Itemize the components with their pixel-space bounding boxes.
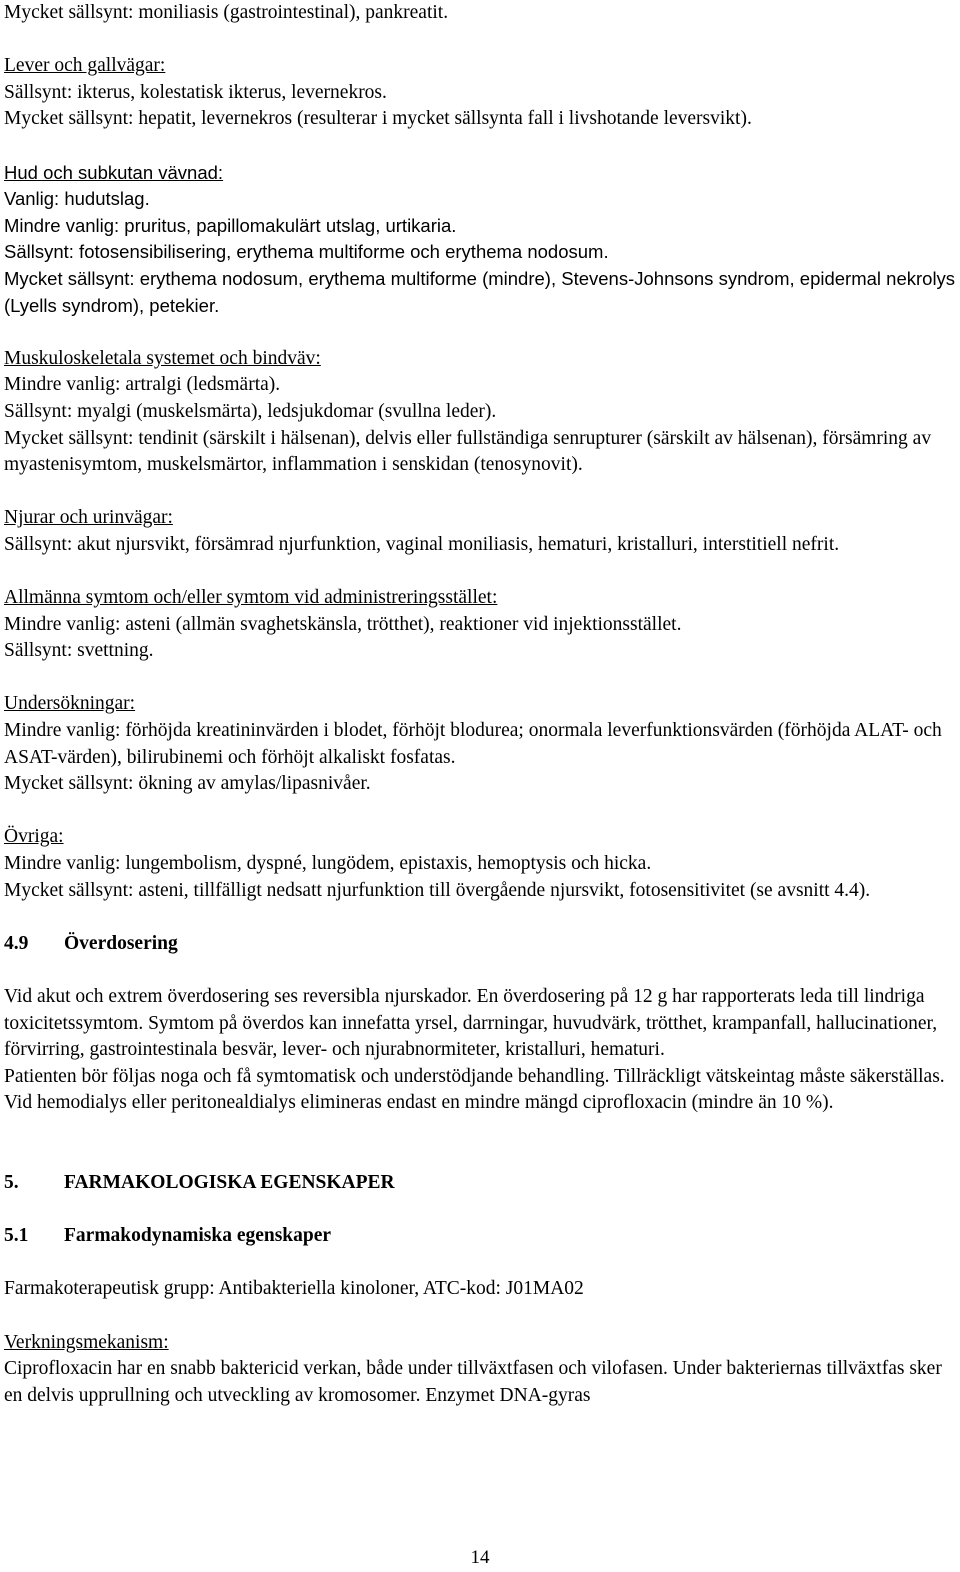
overdose-paragraph-1: Vid akut och extrem överdosering ses reversibla njurskador. En överdosering på 12 g har rapporterats leda till lindriga toxicitetssymtom. Symtom på överdos kan innefatta yrsel, darrningar, huvudvärk, trötthet, krampanfall, hallucinationer, förvirring, gastrointestinala besvär, lever- och njurabnormiteter, kristalluri, hematuri. [4,985,938,1061]
section-number: 4.9 [4,932,29,954]
section-heading: Undersökningar: [4,693,136,715]
section-title: Farmakodynamiska egenskaper [64,1225,332,1247]
section-number: 5. [4,1171,19,1193]
section-number: 5.1 [4,1225,29,1247]
section-line: Mindre vanlig: pruritus, papillomakulärt utslag, urtikaria. [4,214,457,236]
section-heading: Allmänna symtom och/eller symtom vid administreringsstället: [4,587,498,609]
section-title: FARMAKOLOGISKA EGENSKAPER [64,1171,395,1193]
mechanism-text: Ciprofloxacin har en snabb baktericid verkan, både under tillväxtfasen och vilofasen. Under bakteriernas tillväxtfas sker en delvis upprullning och utveckling av kromosomer. Enzymet DNA-gyras [4,1358,942,1406]
page-number: 14 [470,1547,490,1568]
section-liver [4,53,956,133]
section-line: Sällsynt: akut njursvikt, försämrad njurfunktion, vaginal moniliasis, hematuri, kristalluri, interstitiell nefrit. [4,533,840,555]
section-line: Mycket sällsynt: asteni, tillfälligt nedsatt njurfunktion till övergående njursvikt, fotosensitivitet (se avsnitt 4.4). [4,879,871,901]
section-line: Sällsynt: fotosensibilisering, erythema multiforme och erythema nodosum. [4,241,609,263]
section-pharmacodynamics-title [4,1223,956,1250]
section-line: Mindre vanlig: artralgi (ledsmärta). [4,374,281,396]
section-line: Mycket sällsynt: hepatit, levernekros (resulterar i mycket sällsynta fall i livshotande leversvikt). [4,108,752,130]
section-line: Mindre vanlig: lungembolism, dyspné, lungödem, epistaxis, hemoptysis och hicka. [4,853,652,874]
section-heading: Hud och subkutan vävnad: [4,161,224,183]
section-overdose-title [4,931,956,958]
section-skin [4,160,956,320]
section-heading: Verkningsmekanism: [4,1331,169,1353]
section-heading: Övriga: [4,826,64,848]
section-investigations [4,691,956,797]
section-line: Vanlig: hudutslag. [4,188,150,210]
section-heading: Njurar och urinvägar: [4,507,173,529]
section-line: Sällsynt: myalgi (muskelsmärta), ledsjukdomar (svullna leder). [4,400,497,422]
section-other [4,824,956,904]
section-line: Sällsynt: svettning. [4,640,154,662]
section-pharmacology-title [4,1170,956,1197]
section-title: Överdosering [64,932,178,954]
overdose-paragraph-2: Patienten bör följas noga och få symtomatisk och understödjande behandling. Tillräckligt vätskeintag måste säkerställas. Vid hemodialys eller peritonealdialys elimineras endast en mindre mängd ciprofloxacin (mindre än 10 %). [4,1065,945,1114]
section-heading: Muskuloskeletala systemet och bindväv: [4,347,321,369]
section-general [4,585,956,665]
document-page [4,0,956,1409]
section-line: Mindre vanlig: asteni (allmän svaghetskänsla, trötthet), reaktioner vid injektionsstället. [4,613,682,635]
section-line: Mycket sällsynt: tendinit (särskilt i hälsenan), delvis eller fullständiga senrupturer (särskilt av hälsenan), försämring av myastenisymtom, muskelsmärtor, inflammation i senskidan (tenosynovit). [4,427,932,476]
pharmacotherapeutic-group: Farmakoterapeutisk grupp: Antibakteriella kinoloner, ATC-kod: J01MA02 [4,1278,584,1300]
section-line: Mycket sällsynt: ökning av amylas/lipasnivåer. [4,773,371,795]
section-kidney [4,505,956,558]
intro-line: Mycket sällsynt: moniliasis (gastrointestinal), pankreatit. [4,2,449,23]
section-heading: Lever och gallvägar: [4,55,166,77]
overdose-body [4,984,956,1117]
section-line: Sällsynt: ikterus, kolestatisk ikterus, levernekros. [4,81,387,103]
section-line: Mycket sällsynt: erythema nodosum, erythema multiforme (mindre), Stevens-Johnsons syndrom, epidermal nekrolys (Lyells syndrom), petekier. [4,267,956,316]
section-line: Mindre vanlig: förhöjda kreatininvärden i blodet, förhöjt blodurea; onormala leverfunktionsvärden (förhöjda ALAT- och ASAT-värden), bilirubinemi och förhöjt alkaliskt fosfatas. [4,720,942,768]
section-musculoskeletal [4,346,956,479]
section-mechanism [4,1330,956,1410]
